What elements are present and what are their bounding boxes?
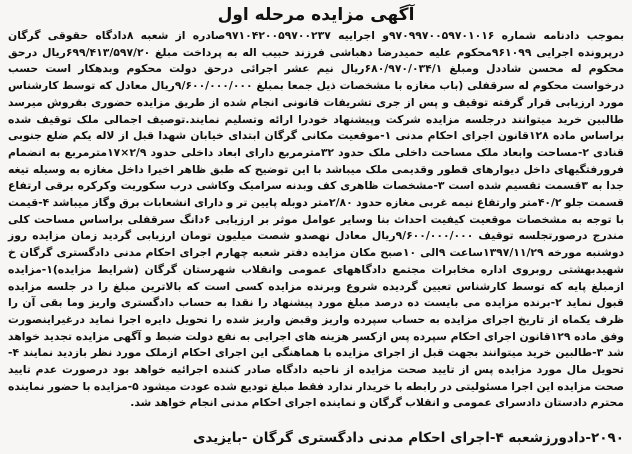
notice-signature: -دادورزشعبه ۴-اجرای احکام مدنی دادگستری گرگان -بایزیدی — [193, 430, 592, 446]
notice-body: بموجب دادنامه شماره ۹۷۰۹۹۷۰۰۵۹۷۰۱۰۱۶و اجراییه ۹۷۱۰۴۲۰۰۵۹۷۰۰۲۳۷صادره از شعبه ۸دادگاه حقوقی گرگان درپرونده اجرایی ۹۶۱۰۹۹محکوم علیه حمیدرضا دهباشی فرزند حبیب اله به پرداخت مبلغ ۶۹۹/۴۱۳/۵۹۷/۲۰ریال درحق محکوم له محسن شاددل ومبلغ ۶۸۰/۹۷۰/۰۳۴/۱ریال نیم عشر اجرائی درحق دولت محکوم وبدهکار است حسب درخواست محکوم له سرقفلی (باب مغازه با مشخصات ذیل جمعا بمبلغ ۹/۶۰۰/۰۰۰/۰۰۰ریال معادل که توسط کارشناس مورد ارزیابی قرار گرفته توقیف و پس از جری تشریفات قانونی انجام شده از طریق مزایده حضوری بفروش میرسد طالبین خرید میتوانند درجلسه مزایده شرکت وپیشنهاد خودرا ارائه وتسلیم نمایند.توصیف اجمالی ملک توقیف شده براساس ماده ۱۲۸قانون اجرای احکام مدنی ۱-موقعیت مکانی گرگان ابتدای خیابان شهدا قبل از لاله یکم ضلع جنوبی قنادی ۲-مساحت وابعاد ملک مساحت داخلی ملک حدود ۳۲مترمربع دارای ابعاد داخلی حدود ۲/۹×۱۷مترمربع به انضمام فرورفتگیهای داخل دیوارهای قطور وقدیمی ملک میباشد با این توضیح که طبق ظاهر اخیرا داخل مغازه به وسیله تیغه جدا به ۳قسمت تقسیم شده است ۳-مشخصات ظاهری کف وبدنه سرامیک وکاشی درب سکوریت وکرکره برقی ارتفاع قسمت جلو ۴۰/۲متر وارتفاع نیمه غربی مغازه حدود ۲/۸۰متر دوبله پایین تر و دارای انشعابات برق وگاز میباشد ۴-قیمت با توجه به مشخصات موقعیت کیفیت احداث بنا وسایر عوامل موثر بر ارزیابی ۶دانگ سرقفلی براساس مساحت کلی مندرج درصورتجلسه توقیف ۹/۶۰۰/۰۰۰/۰۰۰ریال معادل نهصدو شصت میلیون تومان ارزیابی گردید زمان مزایده روز دوشنبه مورخه ۱۳۹۷/۱۱/۲۹ساعت ۹الی ۱۰صبح مکان مزایده دفتر شعبه چهارم اجرای احکام مدنی دادگستری گرگان خ شهیدبهشتی روبروی اداره مخابرات مجتمع دادگاههای عمومی وانقلاب شهرستان گرگان (شرایط مزایده)۱-مزایده ازمبلغ پایه که توسط کارشناس تعیین گردیده شروع وبرنده مزایده کسی است که بالاترین مبلغ را در جلسه مزایده قبول نماید ۲-برنده مزایده می بایست ده درصد مبلغ مورد پیشنهاد را نقدا به حساب دادگستری واریز وما بقی آن را ظرف یکماه از تاریخ اجرای مزایده به حساب سپرده واریز وقبض واریز شده را تحویل دایره اجرا نماید درغیراینصورت وفق ماده ۱۲۹قانون اجرای احکام سپرده پس ازکسر هزینه های اجرایی به نفع دولت ضبط و آگهی مزایده تجدید خواهد شد ۳-طالبین خرید میتوانند بجهت قبل از اجرای مزایده با هماهنگی این اجرای احکام ازملک مورد نظر بازدید نمایند ۴-تحویل مال مورد مزایده پس از تایید صحت مزایده از ناحیه دادگاه صادر کننده اجرائیه خواهد بود درصورت عدم تایید صحت مزایده این اجرا مسئولیتی در رابطه با خریدار ندارد فقط مبلغ تودیع شده عودت میشود ۵-مزایده با حضور نماینده محترم دادستان دادسرای عمومی و انقلاب گرگان و نماینده اجرای احکام مدنی انجام خواهد شد. — [8, 29, 625, 410]
notice-number: ۲۰۹۰ — [591, 430, 624, 446]
footer-signature-line — [193, 428, 624, 448]
notice-footer — [8, 428, 624, 448]
notice-title: آگهی مزایده مرحله اول — [217, 5, 415, 25]
